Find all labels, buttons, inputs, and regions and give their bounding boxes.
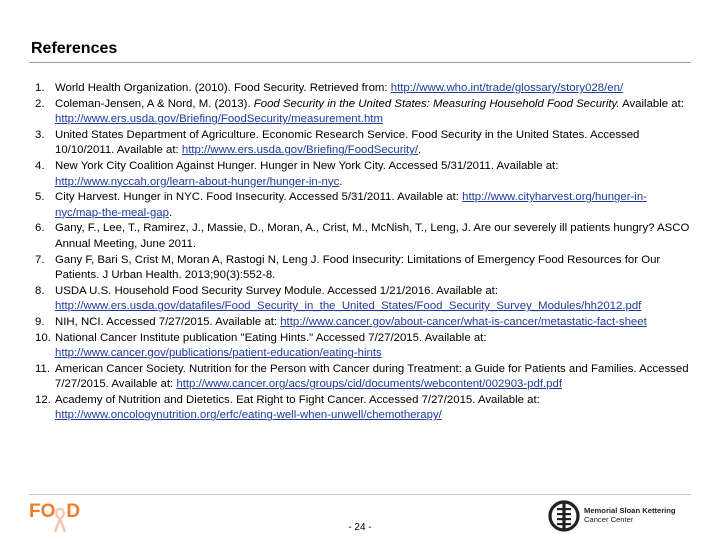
reference-text: World Health Organization. (2010). Food Security. Retrieved from: bbox=[55, 82, 391, 94]
reference-text: National Cancer Institute publication "Eating Hints." Accessed 7/27/2015. Available at: bbox=[55, 331, 487, 344]
reference-text: Gany F, Bari S, Crist M, Moran A, Rastogi N, Leng J. Food Insecurity: Limitations of Emergency Food Resources for Our Patients. J Urban Health. 2013;90(3):552-8. bbox=[55, 253, 661, 282]
reference-item bbox=[27, 128, 692, 159]
reference-link[interactable]: http://www.cityharvest.org/hunger-in-nyc/map-the-meal-gap bbox=[55, 191, 647, 219]
msk-logo bbox=[548, 494, 698, 538]
reference-title: Food Security in the United States: Measuring Household Food Security. bbox=[253, 97, 620, 110]
reference-link[interactable]: http://www.ers.usda.gov/datafiles/Food_Security_in_the_United_States/Food_Security_Survey_Modules/hh2012.pdf bbox=[55, 300, 642, 313]
reference-item bbox=[27, 190, 692, 221]
reference-link[interactable]: http://www.ers.usda.gov/Briefing/FoodSecurity/ bbox=[181, 144, 419, 157]
reference-link[interactable]: http://www.cancer.gov/about-cancer/what-is-cancer/metastatic-fact-sheet bbox=[280, 315, 647, 328]
references-list bbox=[27, 81, 692, 424]
reference-number: 12. bbox=[35, 393, 51, 406]
msk-name: Memorial Sloan Kettering bbox=[584, 506, 676, 515]
slide-title: References bbox=[31, 40, 118, 57]
reference-item bbox=[27, 315, 692, 331]
reference-item bbox=[27, 253, 692, 284]
reference-text: NIH, NCI. Accessed 7/27/2015. Available at: bbox=[55, 315, 281, 328]
reference-number: 1. bbox=[35, 82, 45, 94]
reference-text: New York City Coalition Against Hunger. Hunger in New York City. Accessed 5/31/2011. Available at: bbox=[55, 159, 559, 172]
reference-number: 7. bbox=[35, 253, 45, 266]
reference-item bbox=[27, 393, 692, 424]
reference-link[interactable]: http://www.oncologynutrition.org/erfc/eating-well-when-unwell/chemotherapy/ bbox=[55, 409, 442, 422]
reference-item bbox=[27, 81, 692, 97]
food-logo-word: FO D bbox=[29, 501, 81, 522]
reference-text: . bbox=[168, 206, 173, 219]
reference-text: . bbox=[418, 144, 422, 157]
reference-link[interactable]: http://www.cancer.org/acs/groups/cid/documents/webcontent/002903-pdf.pdf bbox=[176, 378, 563, 391]
reference-item bbox=[27, 159, 692, 190]
reference-number: 3. bbox=[35, 128, 45, 141]
reference-link[interactable]: http://www.nyccah.org/learn-about-hunger/hunger-in-nyc bbox=[55, 175, 340, 188]
reference-item bbox=[27, 284, 692, 315]
reference-text: . bbox=[339, 175, 343, 188]
reference-item bbox=[27, 97, 692, 128]
reference-text: USDA U.S. Household Food Security Survey Module. Accessed 1/21/2016. Available at: bbox=[55, 284, 499, 297]
msk-subname: Cancer Center bbox=[584, 515, 634, 524]
reference-number: 4. bbox=[35, 159, 45, 172]
reference-text: Gany, F., Lee, T., Ramirez, J., Massie, D., Moran, A., Crist, M., McNish, T., Leng, J. Are our severely ill patients hungry? ASCO Annual Meeting, June 2011. bbox=[55, 222, 690, 250]
reference-link[interactable]: http://www.cancer.gov/publications/patient-education/eating-hints bbox=[55, 347, 382, 360]
reference-text: Academy of Nutrition and Dietetics. Eat Right to Fight Cancer. Accessed 7/27/2015. Available at: bbox=[55, 393, 540, 406]
reference-item bbox=[27, 331, 692, 362]
reference-number: 6. bbox=[35, 222, 45, 235]
reference-link[interactable]: http://www.who.int/trade/glossary/story028/en/ bbox=[390, 82, 624, 94]
reference-number: 8. bbox=[35, 284, 45, 297]
reference-link[interactable]: http://www.ers.usda.gov/Briefing/FoodSecurity/measurement.htm bbox=[55, 113, 383, 126]
reference-text: Coleman-Jensen, A & Nord, M. (2013). bbox=[55, 97, 254, 110]
reference-item bbox=[27, 221, 692, 252]
reference-item bbox=[27, 362, 692, 393]
title-divider bbox=[29, 62, 691, 63]
page-number: - 24 - bbox=[348, 522, 372, 533]
reference-text: City Harvest. Hunger in NYC. Food Insecurity. Accessed 5/31/2011. Available at: bbox=[55, 191, 463, 204]
reference-text: Available at: bbox=[619, 97, 684, 110]
msk-emblem-icon bbox=[548, 496, 580, 536]
reference-number: 2. bbox=[35, 97, 45, 110]
reference-number: 11. bbox=[35, 362, 50, 375]
reference-number: 5. bbox=[35, 191, 45, 204]
reference-text: United States Department of Agriculture. Economic Research Service. Food Security in the United States. Accessed 10/10/2011. Available at: bbox=[55, 128, 640, 157]
reference-number: 9. bbox=[35, 315, 45, 328]
reference-text: American Cancer Society. Nutrition for the Person with Cancer during Treatment: a Guide for Patients and Families. Accessed 7/27/2015. Available at: bbox=[55, 362, 689, 391]
reference-number: 10. bbox=[35, 331, 51, 344]
